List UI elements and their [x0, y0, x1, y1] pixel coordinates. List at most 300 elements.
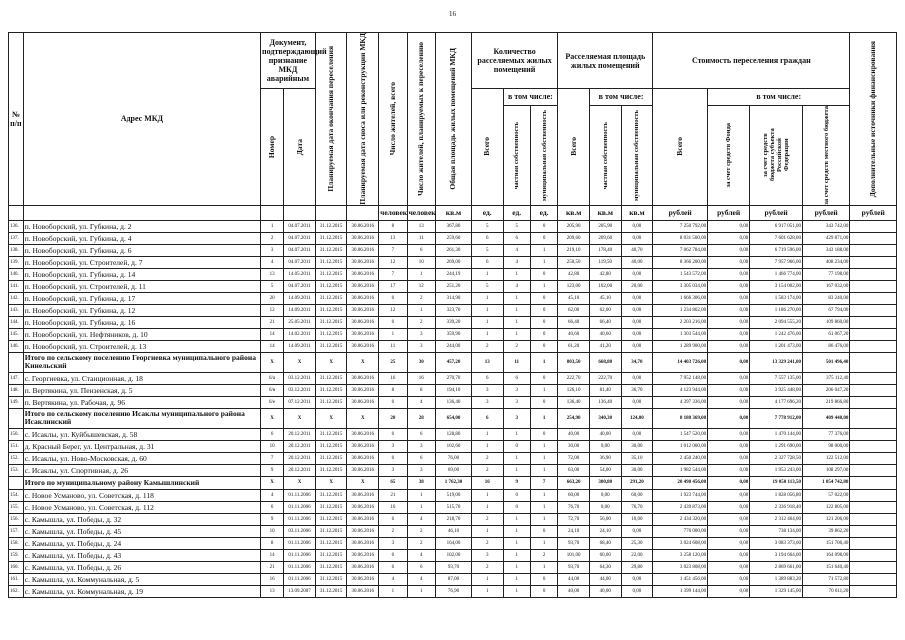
header-cost-group: Стоимость переселения граждан — [653, 33, 850, 89]
table-cell: 0,00 — [708, 452, 750, 464]
table-cell: 0,00 — [708, 256, 750, 268]
table-cell: 0 — [530, 525, 557, 537]
table-cell: 9 — [261, 513, 284, 525]
table-cell: 0,00 — [621, 268, 653, 280]
table-cell: 31.12.2015 — [315, 244, 347, 256]
table-cell: 0 — [503, 501, 530, 513]
table-cell: 2 869 661,00 — [750, 561, 803, 573]
table-cell: 2 — [471, 513, 503, 525]
table-cell: 04.07.2011 — [284, 256, 316, 268]
table-cell: 3 083 373,60 — [750, 537, 803, 549]
table-row — [9, 561, 897, 573]
table-row — [9, 537, 897, 549]
table-cell: 6 — [379, 561, 407, 573]
address-cell: с. Исаклы, ул. Ново-Московская, д. 60 — [23, 452, 260, 464]
table-cell: 45,10 — [589, 292, 621, 304]
table-cell: 87,00 — [436, 573, 472, 585]
address-cell: с. Исаклы, ул. Куйбышевская, д. 58 — [23, 428, 260, 440]
table-cell: 206 047,20 — [802, 384, 849, 396]
table-cell: 1 — [471, 525, 503, 537]
table-cell: 1 — [503, 561, 530, 573]
table-cell: 93,70 — [558, 561, 590, 573]
table-cell: 12 — [261, 304, 284, 316]
table-cell: 0,00 — [708, 220, 750, 232]
table-cell: 1 — [530, 352, 557, 372]
table-cell: 16 — [379, 501, 407, 513]
table-cell: 0,00 — [621, 220, 653, 232]
table-cell: 3 925 448,00 — [750, 384, 803, 396]
table-cell: 0,00 — [708, 396, 750, 408]
table-cell: 0,00 — [621, 525, 653, 537]
table-cell: 136,40 — [558, 396, 590, 408]
subtotal-row — [9, 408, 897, 428]
table-cell: 102,00 — [589, 280, 621, 292]
table-cell — [850, 464, 897, 476]
table-cell: 38 — [407, 476, 435, 489]
table-cell: 6 — [407, 244, 435, 256]
table-row — [9, 292, 897, 304]
table-cell: 45,10 — [558, 292, 590, 304]
table-cell: 13 — [379, 232, 407, 244]
table-cell: 13 — [261, 268, 284, 280]
table-cell: 663,20 — [558, 476, 590, 489]
row-number-cell — [9, 408, 24, 428]
table-cell: 244,19 — [436, 268, 472, 280]
table-cell: 1 953 243,00 — [750, 464, 803, 476]
header-rooms-municipal: муниципальная собственность — [530, 105, 557, 205]
header-area-group: Расселяемая площадь жилых помещений — [558, 33, 653, 89]
table-cell: 4 397 336,00 — [653, 396, 708, 408]
table-cell: 668,80 — [589, 352, 621, 372]
table-cell: 3 — [471, 549, 503, 561]
table-cell: 251,20 — [436, 280, 472, 292]
address-cell: п. Новоборский, ул. Строителей, д. 7 — [23, 256, 260, 268]
table-cell: 12 — [379, 304, 407, 316]
table-cell: 28 — [407, 408, 435, 428]
table-cell: 0,00 — [708, 573, 750, 585]
table-cell: 6 — [379, 396, 407, 408]
table-cell: 30.06.2016 — [347, 573, 379, 585]
table-cell: 40,00 — [558, 428, 590, 440]
table-cell: 40,60 — [558, 328, 590, 340]
table-cell: 3 — [471, 384, 503, 396]
header-cost-regional: за счет средств бюджета субъекта Российской Федерации — [750, 105, 803, 205]
table-cell: 10 — [407, 256, 435, 268]
table-cell: 31.12.2015 — [315, 328, 347, 340]
table-cell: 218,70 — [436, 513, 472, 525]
table-cell: 738 134,00 — [750, 525, 803, 537]
table-cell: 7 957 966,00 — [750, 256, 803, 268]
table-cell: 7 557 135,00 — [750, 372, 803, 384]
table-cell: 3 154 002,00 — [750, 280, 803, 292]
table-cell: 5 — [261, 280, 284, 292]
unit-cell: кв.м — [558, 205, 590, 220]
table-cell: 261,30 — [436, 244, 472, 256]
table-cell: 209,60 — [558, 232, 590, 244]
table-cell — [850, 328, 897, 340]
table-cell: 515,70 — [436, 501, 472, 513]
address-cell: с. Камышла, ул. Коммунальная, д. 5 — [23, 573, 260, 585]
table-cell: 40,60 — [589, 328, 621, 340]
header-area-incl: в том числе: — [589, 89, 652, 106]
table-cell: 136,40 — [436, 396, 472, 408]
address-cell: с. Новое Усманово, ул. Советская, д. 118 — [23, 489, 260, 501]
table-cell: 46,10 — [436, 525, 472, 537]
table-cell: 2 — [407, 316, 435, 328]
table-cell: 9 — [503, 476, 530, 489]
table-cell: 300,80 — [589, 476, 621, 489]
table-cell: 13 329 241,00 — [750, 352, 803, 372]
header-area-total: Всего — [558, 89, 590, 206]
table-row — [9, 256, 897, 268]
table-cell: 1 — [471, 501, 503, 513]
table-cell: X — [284, 476, 316, 489]
table-cell — [850, 268, 897, 280]
table-cell: 3 — [261, 244, 284, 256]
table-cell: 1 — [503, 268, 530, 280]
table-cell: 20.12.2011 — [284, 428, 316, 440]
table-cell: 1 — [407, 501, 435, 513]
address-cell: с. Камышла, ул. Победы, д. 45 — [23, 525, 260, 537]
table-cell: 86 476,00 — [802, 340, 849, 352]
address-cell: с. Исаклы, ул. Спортивная, д. 26 — [23, 464, 260, 476]
table-cell: 10 — [261, 525, 284, 537]
table-cell: 6/е — [261, 396, 284, 408]
table-cell: 209,60 — [589, 232, 621, 244]
table-cell: 0 — [530, 396, 557, 408]
table-cell: 1 — [379, 585, 407, 597]
table-cell: 24,10 — [589, 525, 621, 537]
table-row — [9, 220, 897, 232]
table-cell: 0,00 — [708, 440, 750, 452]
table-cell: 0 — [530, 573, 557, 585]
table-cell: 1 — [407, 489, 435, 501]
table-cell: 93,70 — [436, 561, 472, 573]
table-cell: 3 258 120,00 — [653, 549, 708, 561]
address-cell: п. Новоборский, ул. Губкина, д. 17 — [23, 292, 260, 304]
table-cell: X — [284, 408, 316, 428]
table-cell: 60,00 — [621, 489, 653, 501]
table-cell: 2 — [407, 525, 435, 537]
table-cell: 0,00 — [708, 316, 750, 328]
table-cell: 40,70 — [621, 244, 653, 256]
table-cell: 0,00 — [708, 561, 750, 573]
row-number-cell: 148. — [9, 384, 24, 396]
table-cell: 30.06.2016 — [347, 280, 379, 292]
table-cell: 6 — [471, 408, 503, 428]
unit-cell: рублей — [653, 205, 708, 220]
table-cell: 4 — [407, 573, 435, 585]
row-number-cell: 141. — [9, 280, 24, 292]
address-cell: п. Новоборский, ул. Губкина, д. 6 — [23, 244, 260, 256]
table-cell: 343 742,00 — [802, 220, 849, 232]
header-cost-incl: в том числе: — [708, 89, 850, 106]
table-cell: 1 666 306,00 — [653, 292, 708, 304]
table-cell: 01.11.2006 — [284, 549, 316, 561]
table-cell: 31.12.2015 — [315, 304, 347, 316]
table-cell — [850, 513, 897, 525]
row-number-cell: 160. — [9, 561, 24, 573]
table-cell — [850, 452, 897, 464]
table-cell: 0,00 — [708, 280, 750, 292]
table-row — [9, 525, 897, 537]
address-cell: п. Новоборский, ул. Строителей, д. 13 — [23, 340, 260, 352]
table-cell: 0,00 — [708, 408, 750, 428]
table-cell: 3 024 608,00 — [653, 537, 708, 549]
table-cell: 1 — [503, 292, 530, 304]
table-cell: 6 — [471, 372, 503, 384]
table-cell: 4 — [407, 549, 435, 561]
table-row — [9, 440, 897, 452]
table-cell: 3 — [379, 464, 407, 476]
table-cell: 3 — [407, 328, 435, 340]
table-cell: 259,60 — [436, 232, 472, 244]
table-cell: 122 805,00 — [802, 501, 849, 513]
table-cell: 6 — [471, 256, 503, 268]
table-cell: 2 — [471, 452, 503, 464]
table-cell: 30.06.2016 — [347, 244, 379, 256]
table-cell: 222,70 — [589, 372, 621, 384]
table-cell: 6 — [407, 561, 435, 573]
table-cell — [850, 304, 897, 316]
table-cell: 0,00 — [621, 316, 653, 328]
table-cell: 30,00 — [621, 464, 653, 476]
table-cell: 0,00 — [708, 340, 750, 352]
table-cell: 1 054 742,80 — [802, 476, 849, 489]
table-cell: 04.07.2011 — [284, 244, 316, 256]
table-cell: 31.12.2015 — [315, 372, 347, 384]
table-cell: 124,00 — [621, 408, 653, 428]
table-cell: 20.12.2011 — [284, 464, 316, 476]
address-cell: с. Камышла, ул. Победы, д. 24 — [23, 537, 260, 549]
row-number-cell — [9, 476, 24, 489]
table-cell: 31.12.2015 — [315, 316, 347, 328]
table-cell: 9 — [261, 464, 284, 476]
table-cell: 44,00 — [558, 573, 590, 585]
table-cell: X — [347, 408, 379, 428]
table-cell: 8 — [261, 537, 284, 549]
table-cell: 343 188,00 — [802, 244, 849, 256]
table-cell: 0,00 — [621, 328, 653, 340]
table-cell: 20,00 — [621, 280, 653, 292]
table-cell: 1 — [407, 268, 435, 280]
table-cell: 0,00 — [708, 292, 750, 304]
table-cell: 0,00 — [708, 513, 750, 525]
table-cell: 62,00 — [589, 304, 621, 316]
table-cell: 30.06.2016 — [347, 396, 379, 408]
table-row — [9, 501, 897, 513]
table-cell: 3 — [379, 537, 407, 549]
table-cell: 30.06.2016 — [347, 328, 379, 340]
table-cell: 803,50 — [558, 352, 590, 372]
table-cell: 31.12.2015 — [315, 384, 347, 396]
table-cell: 14 — [261, 328, 284, 340]
address-cell: п. Вертякина, ул. Рабочая, д. 96 — [23, 396, 260, 408]
table-cell: 7 778 912,00 — [750, 408, 803, 428]
table-cell: 30.06.2016 — [347, 372, 379, 384]
table-cell: 12 — [407, 280, 435, 292]
table-cell — [850, 340, 897, 352]
table-cell — [850, 501, 897, 513]
table-cell: 1 201 473,00 — [750, 340, 803, 352]
resettlement-table — [8, 32, 897, 598]
table-cell: 16 — [471, 476, 503, 489]
table-cell: 6 — [261, 501, 284, 513]
table-cell — [850, 244, 897, 256]
table-cell: 30.06.2016 — [347, 561, 379, 573]
table-cell: 30.06.2016 — [347, 464, 379, 476]
table-cell: 3 — [503, 384, 530, 396]
row-number-cell: 162. — [9, 585, 24, 597]
table-cell: X — [347, 352, 379, 372]
table-cell: 6 — [379, 316, 407, 328]
table-cell: 1 234 862,00 — [653, 304, 708, 316]
row-number-cell: 157. — [9, 525, 24, 537]
header-planned-demolition: Планируемая дата сноса или реконструкции МКД — [347, 33, 379, 206]
table-cell: 0,00 — [621, 585, 653, 597]
table-cell: 62,00 — [558, 304, 590, 316]
table-cell: 14.02.2011 — [284, 328, 316, 340]
table-cell: 108 297,00 — [802, 464, 849, 476]
address-cell: с. Новое Усманово, ул. Советская, д. 112 — [23, 501, 260, 513]
table-cell — [850, 561, 897, 573]
table-cell: X — [315, 476, 347, 489]
table-cell: 8 180 369,00 — [653, 408, 708, 428]
table-cell: 01.11.2006 — [284, 501, 316, 513]
table-cell: 61,20 — [558, 340, 590, 352]
table-cell: 2 327 728,50 — [750, 452, 803, 464]
table-cell: 0 — [530, 316, 557, 328]
unit-cell: рублей — [850, 205, 897, 220]
table-cell: 36,90 — [589, 452, 621, 464]
table-cell: 3 — [471, 396, 503, 408]
table-cell: 30.06.2016 — [347, 384, 379, 396]
table-cell: 0,00 — [621, 304, 653, 316]
table-cell: 76,90 — [436, 585, 472, 597]
table-cell: 0,00 — [708, 304, 750, 316]
table-cell: 6 — [503, 232, 530, 244]
table-cell: 0,00 — [708, 352, 750, 372]
table-cell: 31.12.2015 — [315, 501, 347, 513]
table-cell: 14 — [261, 549, 284, 561]
table-cell: 0 — [530, 268, 557, 280]
table-cell: 519,00 — [436, 489, 472, 501]
page-number: 16 — [449, 10, 456, 18]
table-cell: 3 — [379, 440, 407, 452]
table-cell: 7 952 148,00 — [653, 372, 708, 384]
table-cell: 5 — [503, 220, 530, 232]
table-cell: 128,80 — [436, 428, 472, 440]
table-cell: 136,40 — [589, 396, 621, 408]
table-cell — [850, 352, 897, 372]
unit-cell: кв.м — [436, 205, 472, 220]
table-cell: 340,30 — [589, 408, 621, 428]
table-cell: 42,80 — [589, 268, 621, 280]
table-cell — [850, 489, 897, 501]
table-cell: 25,30 — [621, 537, 653, 549]
table-cell: 0,00 — [708, 372, 750, 384]
table-cell: 367,80 — [436, 220, 472, 232]
table-cell: 178,40 — [589, 244, 621, 256]
table-cell: 4 — [379, 573, 407, 585]
table-cell: 16 — [379, 372, 407, 384]
header-planned-end: Планируемая дата окончания переселения — [315, 33, 347, 206]
row-number-cell: 146. — [9, 340, 24, 352]
table-cell: X — [284, 352, 316, 372]
table-cell: 1 012 000,00 — [653, 440, 708, 452]
table-cell: 1 399 144,00 — [653, 585, 708, 597]
table-cell: 109 860,00 — [802, 316, 849, 328]
table-cell: 151 706,40 — [802, 537, 849, 549]
table-row — [9, 396, 897, 408]
table-cell — [850, 256, 897, 268]
table-cell: 1 — [379, 328, 407, 340]
table-cell: 1 — [530, 244, 557, 256]
table-cell: 314,90 — [436, 292, 472, 304]
table-cell: 21 — [261, 316, 284, 328]
table-cell: 31.12.2015 — [315, 280, 347, 292]
address-cell: п. Новоборский, ул. Губкина, д. 14 — [23, 268, 260, 280]
table-cell: 1 — [471, 292, 503, 304]
table-row — [9, 244, 897, 256]
table-cell: 205,90 — [558, 220, 590, 232]
table-cell: 0,00 — [621, 428, 653, 440]
table-cell: 31.12.2015 — [315, 232, 347, 244]
row-number-cell: 138. — [9, 244, 24, 256]
table-cell: 31.12.2015 — [315, 573, 347, 585]
table-cell: 11 — [379, 340, 407, 352]
table-cell: 66,40 — [558, 316, 590, 328]
table-cell: 164,00 — [436, 537, 472, 549]
table-cell: 14 — [261, 340, 284, 352]
table-cell: 3 305 034,00 — [653, 280, 708, 292]
table-cell: 1 — [471, 440, 503, 452]
row-number-cell: 136. — [9, 220, 24, 232]
table-cell: 2 203 216,00 — [653, 316, 708, 328]
table-cell: 7 — [379, 268, 407, 280]
table-cell: 8 031 500,00 — [653, 232, 708, 244]
table-row — [9, 372, 897, 384]
table-row — [9, 384, 897, 396]
unit-cell: рублей — [802, 205, 849, 220]
table-cell: 19 050 113,50 — [750, 476, 803, 489]
table-cell: 1 — [530, 561, 557, 573]
table-cell: 4 — [261, 256, 284, 268]
header-cost-local: за счет средств местного бюджета — [802, 105, 849, 205]
table-cell: 30 — [407, 352, 435, 372]
table-cell: 60,00 — [558, 489, 590, 501]
table-cell: 13.09.2007 — [284, 585, 316, 597]
table-cell: 31.12.2015 — [315, 561, 347, 573]
table-cell: 7 — [530, 476, 557, 489]
table-cell: 1 — [503, 464, 530, 476]
table-cell: 42,80 — [558, 268, 590, 280]
table-cell: 76,70 — [621, 501, 653, 513]
table-cell: 6 — [379, 513, 407, 525]
table-cell: 1 — [530, 464, 557, 476]
unit-cell: ед. — [503, 205, 530, 220]
unit-cell: кв.м — [621, 205, 653, 220]
row-number-cell: 161. — [9, 573, 24, 585]
row-number-cell — [9, 352, 24, 372]
table-cell: 408 234,00 — [802, 256, 849, 268]
unit-cell: ед. — [530, 205, 557, 220]
table-cell: 126,10 — [558, 384, 590, 396]
header-document: Документ, подтверждающий признание МКД аварийным — [261, 33, 316, 89]
table-cell: 2 — [379, 525, 407, 537]
table-cell: 20 490 456,00 — [653, 476, 708, 489]
table-cell: 0,00 — [621, 292, 653, 304]
